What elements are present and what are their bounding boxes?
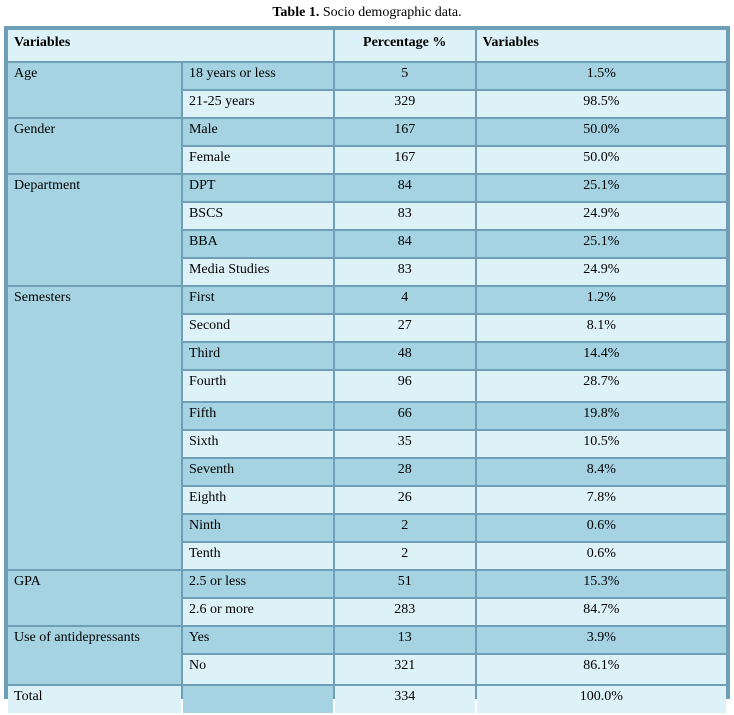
category-cell: GPA: [8, 571, 181, 625]
total-blank-cell: [183, 686, 333, 713]
category-cell: Semesters: [8, 287, 181, 569]
percent-cell: 25.1%: [477, 175, 726, 201]
subcategory-cell: Fourth: [183, 371, 333, 401]
header-row: [8, 30, 726, 61]
header-percentage: Percentage %: [335, 30, 475, 61]
percent-cell: 14.4%: [477, 343, 726, 369]
count-cell: 83: [335, 203, 475, 229]
percent-cell: 3.9%: [477, 627, 726, 653]
category-cell: Use of antidepressants: [8, 627, 181, 684]
count-cell: 28: [335, 459, 475, 485]
count-cell: 84: [335, 175, 475, 201]
category-cell: Department: [8, 175, 181, 285]
percent-cell: 50.0%: [477, 147, 726, 173]
percent-cell: 19.8%: [477, 403, 726, 429]
header-variables-2: Variables: [477, 30, 726, 61]
table-row: [8, 119, 726, 145]
caption-label: Table 1.: [272, 5, 320, 20]
table-row: [8, 175, 726, 201]
count-cell: 321: [335, 655, 475, 684]
subcategory-cell: BSCS: [183, 203, 333, 229]
percent-cell: 15.3%: [477, 571, 726, 597]
count-cell: 2: [335, 543, 475, 569]
percent-cell: 10.5%: [477, 431, 726, 457]
subcategory-cell: BBA: [183, 231, 333, 257]
subcategory-cell: 2.5 or less: [183, 571, 333, 597]
count-cell: 329: [335, 91, 475, 117]
subcategory-cell: Female: [183, 147, 333, 173]
percent-cell: 98.5%: [477, 91, 726, 117]
subcategory-cell: First: [183, 287, 333, 313]
count-cell: 5: [335, 63, 475, 89]
percent-cell: 0.6%: [477, 515, 726, 541]
category-cell: Age: [8, 63, 181, 117]
subcategory-cell: Seventh: [183, 459, 333, 485]
percent-cell: 28.7%: [477, 371, 726, 401]
percent-cell: 24.9%: [477, 259, 726, 285]
count-cell: 167: [335, 119, 475, 145]
subcategory-cell: Ninth: [183, 515, 333, 541]
subcategory-cell: 2.6 or more: [183, 599, 333, 625]
count-cell: 35: [335, 431, 475, 457]
table-row: [8, 287, 726, 313]
percent-cell: 8.1%: [477, 315, 726, 341]
total-percent: 100.0%: [477, 686, 726, 713]
subcategory-cell: 21-25 years: [183, 91, 333, 117]
subcategory-cell: Media Studies: [183, 259, 333, 285]
percent-cell: 24.9%: [477, 203, 726, 229]
count-cell: 48: [335, 343, 475, 369]
table-container: [4, 26, 730, 704]
percent-cell: 8.4%: [477, 459, 726, 485]
count-cell: 96: [335, 371, 475, 401]
table-row: [8, 63, 726, 89]
header-variables: Variables: [8, 30, 333, 61]
subcategory-cell: Tenth: [183, 543, 333, 569]
subcategory-cell: Yes: [183, 627, 333, 653]
count-cell: 84: [335, 231, 475, 257]
category-cell: Gender: [8, 119, 181, 173]
table-row: [8, 627, 726, 653]
percent-cell: 7.8%: [477, 487, 726, 513]
count-cell: 51: [335, 571, 475, 597]
table-caption: [0, 0, 734, 26]
socio-demographic-table: [6, 28, 728, 715]
count-cell: 167: [335, 147, 475, 173]
percent-cell: 1.2%: [477, 287, 726, 313]
total-count: 334: [335, 686, 475, 713]
table-row: [8, 571, 726, 597]
count-cell: 66: [335, 403, 475, 429]
subcategory-cell: Third: [183, 343, 333, 369]
caption-text: Socio demographic data.: [319, 5, 462, 20]
subcategory-cell: 18 years or less: [183, 63, 333, 89]
subcategory-cell: No: [183, 655, 333, 684]
subcategory-cell: Fifth: [183, 403, 333, 429]
total-label: Total: [8, 686, 181, 713]
subcategory-cell: Male: [183, 119, 333, 145]
subcategory-cell: Second: [183, 315, 333, 341]
total-row: [8, 686, 726, 713]
subcategory-cell: Sixth: [183, 431, 333, 457]
percent-cell: 1.5%: [477, 63, 726, 89]
count-cell: 2: [335, 515, 475, 541]
percent-cell: 84.7%: [477, 599, 726, 625]
count-cell: 13: [335, 627, 475, 653]
percent-cell: 50.0%: [477, 119, 726, 145]
percent-cell: 25.1%: [477, 231, 726, 257]
subcategory-cell: DPT: [183, 175, 333, 201]
count-cell: 283: [335, 599, 475, 625]
percent-cell: 86.1%: [477, 655, 726, 684]
subcategory-cell: Eighth: [183, 487, 333, 513]
percent-cell: 0.6%: [477, 543, 726, 569]
count-cell: 83: [335, 259, 475, 285]
count-cell: 4: [335, 287, 475, 313]
count-cell: 27: [335, 315, 475, 341]
count-cell: 26: [335, 487, 475, 513]
